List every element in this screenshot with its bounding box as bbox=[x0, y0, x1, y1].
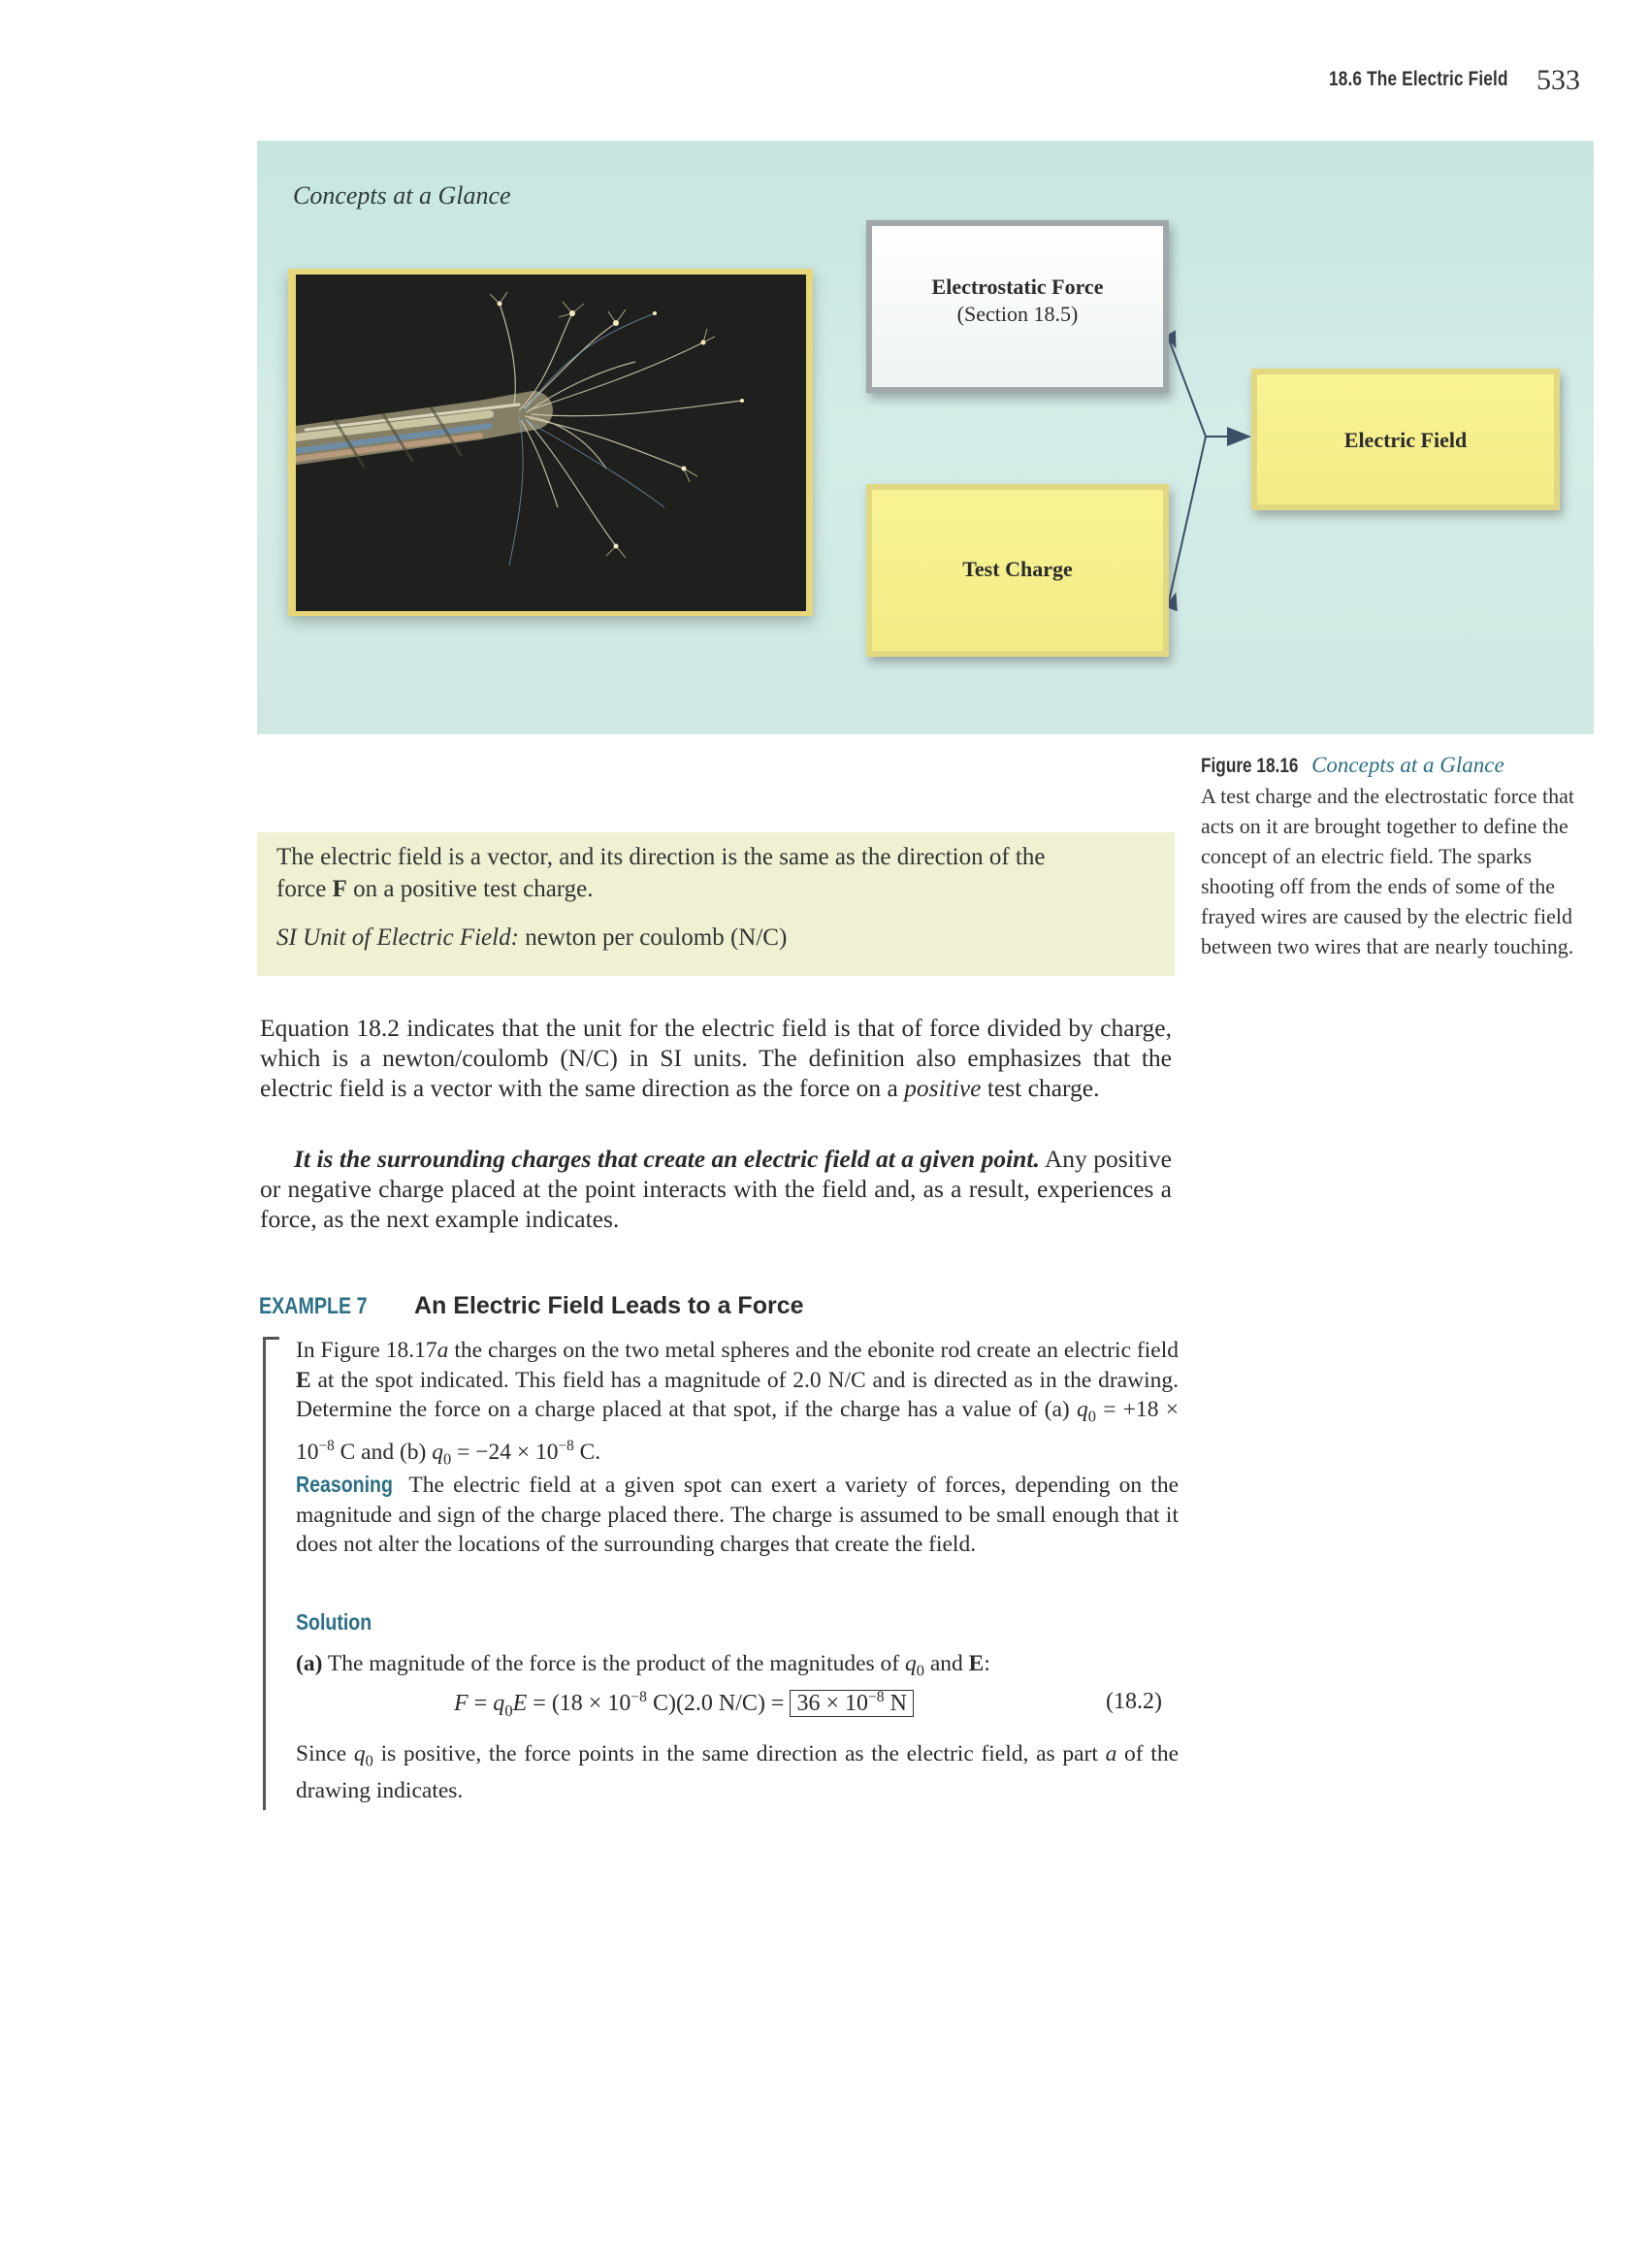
example-title: An Electric Field Leads to a Force bbox=[414, 1292, 804, 1319]
frayed-wires-photo bbox=[296, 275, 806, 611]
running-head: 18.6 The Electric Field bbox=[1329, 68, 1508, 90]
arrow-head-icon bbox=[1227, 427, 1251, 446]
solution-label: Solution bbox=[296, 1609, 372, 1635]
electrostatic-force-label: Electrostatic Force bbox=[931, 275, 1104, 299]
concepts-at-a-glance-title: Concepts at a Glance bbox=[293, 181, 511, 210]
boxed-answer: $36 \times 10^{-8}$ N bbox=[790, 1690, 913, 1717]
force-symbol: F bbox=[332, 876, 347, 902]
equation-body: $F = q_0E = (18 \times 10^{-8}$ C)(2.0 $N/C) = 36 \times 10^{-8}$ N bbox=[454, 1689, 914, 1721]
definition-line-2: force F on a positive test charge. bbox=[276, 876, 594, 902]
figure-label: Figure 18.16 bbox=[1201, 755, 1299, 777]
test-charge-box bbox=[866, 484, 1169, 657]
emphasized-statement: It is the surrounding charges that create an electric field at a given point. bbox=[294, 1145, 1040, 1173]
paragraph-1: Equation 18.2 indicates that the unit for the electric field is that of force divided by charge, which is a newton/coulomb (N/C) in SI units. The definition also emphasizes that the electric field is a vector with the same direction as the force on a positive test charge. bbox=[260, 1014, 1172, 1102]
sparks-illustration bbox=[296, 275, 806, 611]
electric-field-box bbox=[1251, 369, 1560, 510]
example-bracket bbox=[263, 1337, 279, 1810]
figure-caption bbox=[1201, 750, 1599, 961]
si-unit-line bbox=[276, 924, 787, 952]
equation-number: (18.2) bbox=[1106, 1689, 1162, 1714]
figure-title: Concepts at a Glance bbox=[1311, 753, 1504, 777]
electric-field-label: Electric Field bbox=[1343, 428, 1468, 452]
si-unit-value: newton per coulomb (N/C) bbox=[518, 924, 788, 951]
example-number: EXAMPLE 7 bbox=[259, 1293, 368, 1319]
solution-part-a: (a) The magnitude of the force is the product of the magnitudes of $q_0$ and E: bbox=[296, 1651, 990, 1680]
since-paragraph: Since $q_0$ is positive, the force points in the same direction as the electric field, as part a of the drawing indicates. bbox=[296, 1741, 1179, 1804]
electrostatic-force-section: (Section 18.5) bbox=[956, 302, 1079, 326]
definition-line-1: The electric field is a vector, and its direction is the same as the direction of the bbox=[276, 844, 1046, 870]
test-charge-label: Test Charge bbox=[962, 557, 1073, 581]
example-problem: In Figure 18.17a the charges on the two metal spheres and the ebonite rod create an electric field E at the spot indicated. This field has a magnitude of 2.0 N/C and is directed as in the drawing. Determine the force on a charge placed at that spot, if the charge has a value of (a) $q_0 = +18 \times 10^{-8}$ C and (b) $q_0 = -24 \times 10^{-8}$ C. bbox=[296, 1338, 1179, 1469]
si-unit-label: SI Unit of Electric Field: bbox=[276, 924, 519, 951]
solution-heading bbox=[296, 1607, 1179, 1638]
reasoning-label: Reasoning bbox=[296, 1472, 393, 1497]
example-heading bbox=[259, 1292, 804, 1320]
page-number: 533 bbox=[1536, 64, 1580, 96]
electrostatic-force-box bbox=[866, 220, 1169, 393]
connector-arrows bbox=[1169, 330, 1266, 611]
reasoning-paragraph: Reasoning The electric field at a given spot can exert a variety of forces, depending on the magnitude and sign of the charge placed there. The charge is assumed to be small enough that it does not alter the locations of the surrounding charges that create the field. bbox=[296, 1472, 1179, 1557]
figure-caption-text: A test charge and the electrostatic force that acts on it are brought together to define the concept of an electric field. The sparks shooting off from the ends of some of the frayed wires are caused by the electric field between two wires that are nearly touching. bbox=[1201, 784, 1575, 958]
paragraph-2: It is the surrounding charges that create an electric field at a given point. Any positive or negative charge placed at the point interacts with the field and, as a result, experiences a force, as the next example indicates. bbox=[260, 1145, 1172, 1233]
